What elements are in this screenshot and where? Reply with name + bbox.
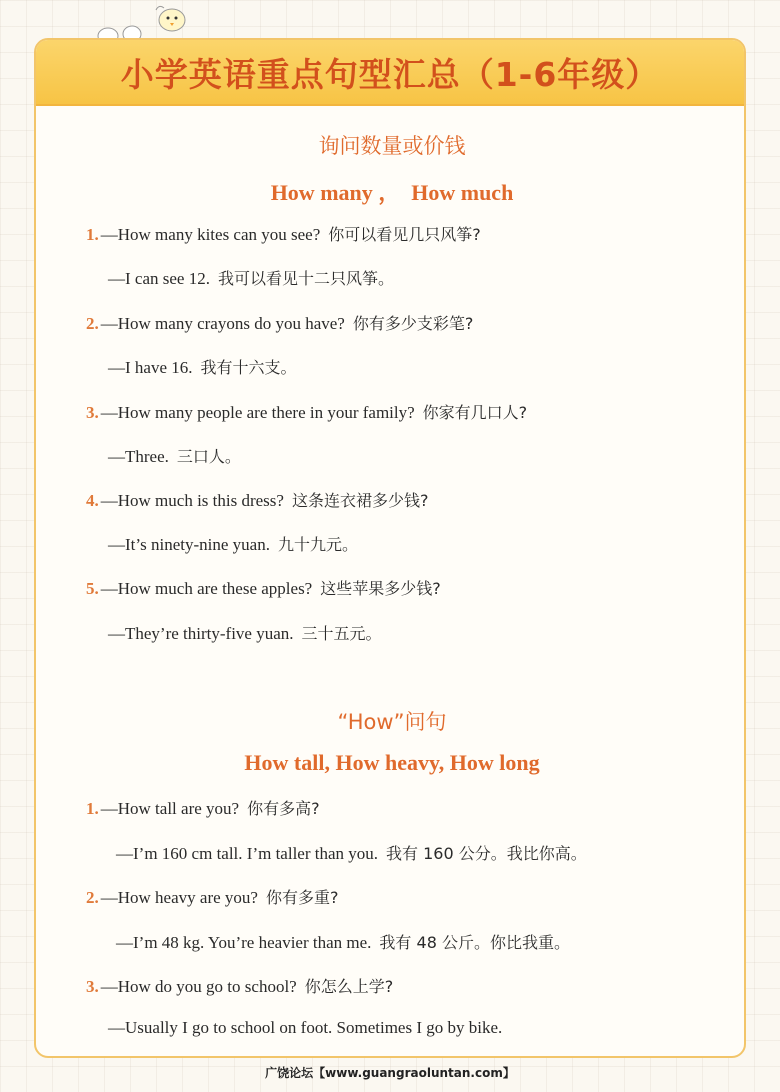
s1-item4-question (86, 488, 428, 511)
question-zh: 你可以看见几只风筝? (328, 225, 481, 244)
question-en: —How much are these apples? (100, 579, 313, 598)
s2-item2-answer (116, 930, 570, 953)
item-number: 1. (86, 225, 99, 244)
s1-item1-answer (108, 266, 394, 289)
question-zh: 你怎么上学? (304, 977, 394, 996)
item-number: 2. (86, 314, 99, 333)
question-en: —How many kites can you see? (100, 225, 321, 244)
s1-item1-question (86, 222, 481, 245)
s1-item3-answer (108, 444, 241, 467)
content-card (34, 38, 746, 1058)
s2-item1-answer (116, 841, 587, 864)
section2-heading-cn: “How”问句 (337, 710, 447, 734)
question-en: —How much is this dress? (100, 491, 284, 510)
s1-item2-question (86, 311, 473, 334)
answer-en: —Usually I go to school on foot. Sometimes I go by bike. (108, 1018, 503, 1037)
answer-en: —I have 16. (108, 358, 193, 377)
s2-item1-question (86, 796, 320, 819)
s2-item3-answer (108, 1018, 510, 1038)
question-zh: 你有多高? (247, 799, 320, 818)
s2-item3-question (86, 974, 393, 997)
answer-zh: 我有 48 公斤。你比我重。 (379, 933, 570, 952)
question-en: —How many crayons do you have? (100, 314, 345, 333)
section1-heading-en: How many ， How much (270, 180, 514, 205)
page-title: 小学英语重点句型汇总（1-6年级） (120, 54, 660, 94)
question-en: —How heavy are you? (100, 888, 258, 907)
question-en: —How many people are there in your family? (100, 403, 415, 422)
section2-heading-en: How tall, How heavy, How long (244, 750, 540, 775)
item-number: 3. (86, 977, 99, 996)
title-banner (36, 40, 744, 106)
footer-watermark: 广饶论坛【www.guangraoluntan.com】 (265, 1066, 515, 1080)
item-number: 1. (86, 799, 99, 818)
answer-zh: 九十九元。 (277, 535, 358, 554)
item-number: 5. (86, 579, 99, 598)
answer-en: —They’re thirty-five yuan. (108, 624, 294, 643)
answer-zh: 三十五元。 (301, 624, 382, 643)
s1-item4-answer (108, 532, 358, 555)
answer-en: —Three. (108, 447, 169, 466)
question-zh: 你有多少支彩笔? (352, 314, 474, 333)
answer-zh: 三口人。 (176, 447, 241, 466)
s1-item3-question (86, 400, 527, 423)
question-zh: 这些苹果多少钱? (320, 579, 441, 598)
s1-item5-answer (108, 621, 382, 644)
question-zh: 你家有几口人? (422, 403, 528, 422)
question-en: —How do you go to school? (100, 977, 297, 996)
item-number: 2. (86, 888, 99, 907)
answer-en: —I’m 160 cm tall. I’m taller than you. (116, 844, 379, 863)
s2-item2-question (86, 885, 338, 908)
answer-en: —It’s ninety-nine yuan. (108, 535, 270, 554)
answer-en: —I can see 12. (108, 269, 210, 288)
answer-zh: 我有 160 公分。我比你高。 (386, 844, 587, 863)
item-number: 4. (86, 491, 99, 510)
answer-zh: 我有十六支。 (200, 358, 297, 377)
s1-item2-answer (108, 355, 297, 378)
s1-item5-question (86, 576, 441, 599)
answer-en: —I’m 48 kg. You’re heavier than me. (116, 933, 372, 952)
section1-heading-cn: 询问数量或价钱 (318, 134, 466, 158)
question-en: —How tall are you? (100, 799, 240, 818)
question-zh: 你有多重? (265, 888, 339, 907)
question-zh: 这条连衣裙多少钱? (291, 491, 429, 510)
item-number: 3. (86, 403, 99, 422)
answer-zh: 我可以看见十二只风筝。 (217, 269, 394, 288)
